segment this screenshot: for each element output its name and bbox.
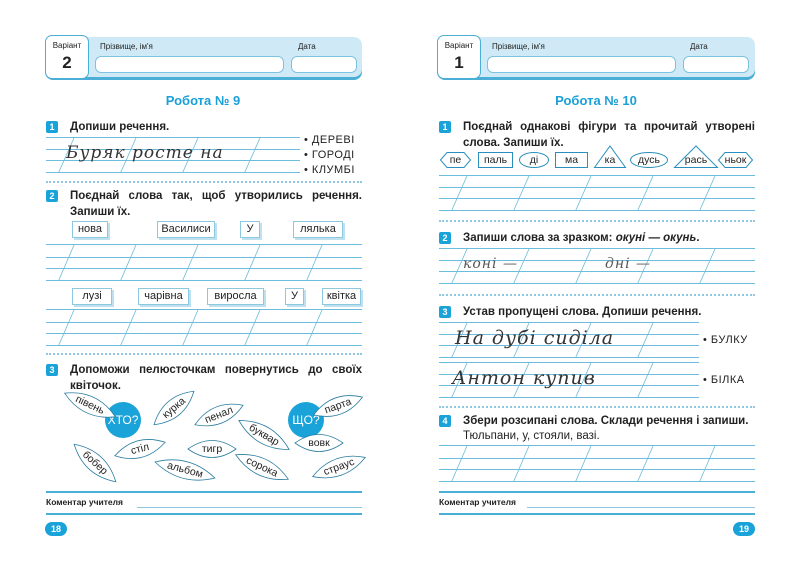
header-box (437, 37, 755, 77)
task-text: Збери розсипані слова. Склади речення і запиши. (463, 415, 749, 427)
handwritten-text: коні — (463, 256, 518, 272)
divider (439, 406, 755, 408)
handwritten-text: дні — (605, 256, 652, 272)
petal-word: півень (73, 393, 107, 417)
task-text-suffix: . (696, 232, 700, 244)
petal-card[interactable] (294, 432, 344, 454)
syllable-text: паль (483, 154, 508, 166)
name-field[interactable] (487, 56, 676, 73)
word-card: лузі (72, 288, 112, 305)
word-card: Василиси (157, 221, 215, 238)
petal-word: буквар (246, 421, 282, 449)
syllable-text: рась (684, 154, 708, 166)
handwritten-text: На дубі сиділа (455, 327, 615, 349)
header-box (45, 37, 362, 77)
word-card: нова (72, 221, 108, 238)
syllable-text: ма (564, 154, 579, 166)
syllable-tri[interactable] (674, 152, 718, 168)
option: • БІЛКА (703, 374, 745, 386)
syllable-rect[interactable] (555, 152, 588, 168)
divider (439, 513, 755, 515)
date-field[interactable] (683, 56, 749, 73)
task-text: Поєднай слова так, щоб утворились речення. Запиши їх. (70, 190, 362, 218)
petal-word: тигр (201, 443, 223, 455)
syllable-ell[interactable] (519, 152, 549, 168)
divider (439, 491, 755, 493)
date-label: Дата (690, 42, 708, 51)
variant-box (45, 35, 89, 79)
task-text-prefix: Запиши слова за зразком: (463, 232, 616, 244)
divider (46, 491, 362, 493)
date-field[interactable] (291, 56, 357, 73)
divider (439, 294, 755, 296)
task-text (463, 230, 700, 246)
syllable-hex[interactable] (718, 152, 753, 168)
option: • БУЛКУ (703, 334, 748, 346)
divider (46, 353, 362, 355)
comment-line[interactable] (527, 507, 755, 508)
date-label: Дата (298, 42, 316, 51)
variant-label: Варіант (52, 41, 82, 50)
syllable-text: дусь (638, 154, 660, 166)
task-number: 2 (439, 232, 451, 244)
flower-who: ХТО? (105, 402, 141, 438)
syllable-hex[interactable] (440, 152, 471, 168)
name-field[interactable] (95, 56, 284, 73)
flower-what: ЩО? (288, 402, 324, 438)
petal-card[interactable] (187, 438, 237, 460)
word-card: У (240, 221, 260, 238)
divider (439, 220, 755, 222)
task-number: 1 (439, 121, 451, 133)
word-card: квітка (322, 288, 361, 305)
option: • ДЕРЕВІ (304, 134, 355, 146)
task-number: 4 (439, 415, 451, 427)
writing-lines[interactable] (46, 244, 362, 281)
syllable-rect[interactable] (478, 152, 513, 168)
writing-lines[interactable] (439, 445, 755, 482)
comment-label: Коментар учителя (46, 497, 123, 507)
page-title: Робота № 9 (165, 93, 241, 108)
syllable-ell[interactable] (630, 152, 668, 168)
comment-line[interactable] (137, 507, 362, 508)
petal-word: альбом (165, 459, 205, 481)
petal-word: вовк (308, 437, 330, 449)
word-card: чарівна (138, 288, 189, 305)
slant-guides (46, 310, 362, 345)
divider (46, 181, 362, 183)
variant-box (437, 35, 481, 79)
slant-guides (439, 176, 755, 210)
petal-word: стіл (129, 440, 151, 458)
divider (46, 513, 362, 515)
syllable-text: ка (604, 154, 616, 166)
syllable-tri[interactable] (594, 152, 626, 168)
task-text: Поєднай однакові фігури та прочитай утворені слова. Запиши їх. (463, 121, 755, 149)
word-card: лялька (293, 221, 343, 238)
petal-word: сорока (244, 454, 280, 480)
syllable-text: ньок (724, 154, 747, 166)
task-number: 1 (46, 121, 58, 133)
handwritten-text: Буряк росте на (66, 143, 224, 163)
variant-number: 2 (62, 53, 72, 72)
page-title: Робота № 10 (555, 93, 637, 108)
word-card: виросла (207, 288, 264, 305)
task-example: окуні — окунь (615, 232, 697, 244)
page-number: 18 (45, 522, 67, 536)
option: • КЛУМБІ (304, 164, 355, 176)
writing-lines[interactable] (439, 175, 755, 211)
comment-label: Коментар учителя (439, 497, 516, 507)
task-text: Устав пропущені слова. Допиши речення. (463, 306, 702, 318)
word-card: У (285, 288, 304, 305)
syllable-text: ді (529, 154, 539, 166)
petal-word: пенал (203, 403, 235, 427)
variant-number: 1 (454, 53, 464, 72)
writing-lines[interactable] (46, 309, 362, 346)
task-text: Допиши речення. (70, 121, 170, 133)
slant-guides (439, 446, 755, 481)
handwritten-text: Антон купив (452, 367, 596, 389)
petal-word: курка (160, 394, 188, 422)
option: • ГОРОДІ (304, 149, 355, 161)
page-number: 19 (733, 522, 755, 536)
name-label: Прізвище, ім'я (492, 42, 545, 51)
variant-label: Варіант (444, 41, 474, 50)
name-label: Прізвище, ім'я (100, 42, 153, 51)
task-number: 2 (46, 190, 58, 202)
syllable-text: пе (449, 154, 462, 166)
task-text: Допоможи пелюсточкам повернутись до своїх квіточок. (70, 364, 362, 392)
scrambled-words: Тюльпани, у, стояли, вазі. (463, 430, 600, 442)
petal-word: парта (322, 395, 354, 417)
petal-word: страус (321, 455, 357, 479)
task-number: 3 (46, 364, 58, 376)
petal-word: бобер (80, 448, 110, 478)
task-number: 3 (439, 306, 451, 318)
slant-guides (46, 245, 362, 280)
